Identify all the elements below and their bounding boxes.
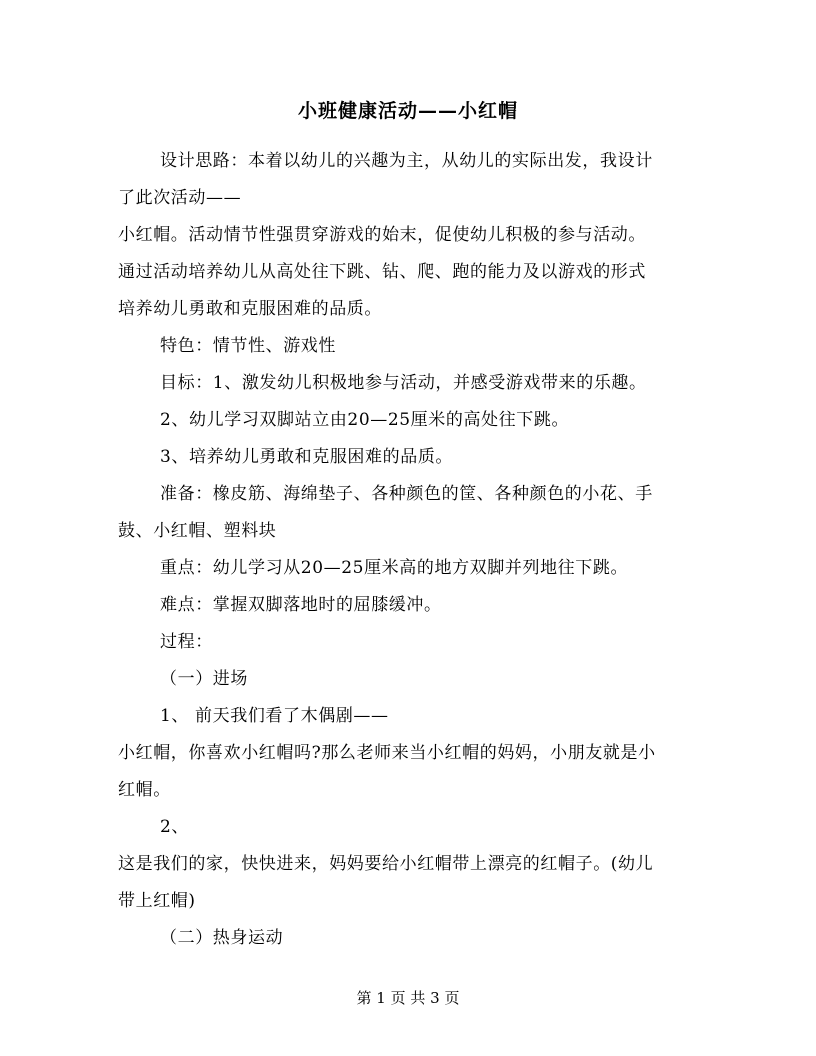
paragraph-line-18: 红帽。	[118, 780, 171, 800]
paragraph-line-3: 小红帽。活动情节性强贯穿游戏的始末，促使幼儿积极的参与活动。	[118, 225, 646, 245]
paragraph-line-4: 通过活动培养幼儿从高处往下跳、钻、爬、跑的能力及以游戏的形式	[118, 262, 646, 282]
page-number-footer: 第 1 页 共 3 页	[356, 989, 460, 1007]
paragraph-line-1: 设计思路：本着以幼儿的兴趣为主，从幼儿的实际出发，我设计	[160, 151, 653, 171]
paragraph-line-9: 3、培养幼儿勇敢和克服困难的品质。	[160, 447, 454, 467]
paragraph-line-8: 2、幼儿学习双脚站立由20—25厘米的高处往下跳。	[160, 410, 570, 430]
paragraph-line-7: 目标：1、激发幼儿积极地参与活动，并感受游戏带来的乐趣。	[160, 373, 647, 393]
paragraph-line-22: （二）热身运动	[160, 928, 284, 948]
paragraph-line-20: 这是我们的家，快快进来，妈妈要给小红帽带上漂亮的红帽子。(幼儿	[118, 854, 654, 874]
paragraph-line-16: 1、 前天我们看了木偶剧——	[160, 706, 389, 726]
paragraph-line-2: 了此次活动——	[118, 188, 242, 208]
paragraph-line-14: 过程：	[160, 632, 213, 652]
paragraph-line-19: 2、	[160, 817, 190, 837]
paragraph-line-21: 带上红帽)	[118, 891, 196, 911]
paragraph-line-10: 准备：橡皮筋、海绵垫子、各种颜色的筐、各种颜色的小花、手	[160, 484, 653, 504]
paragraph-line-5: 培养幼儿勇敢和克服困难的品质。	[118, 299, 382, 319]
paragraph-line-12: 重点：幼儿学习从20—25厘米高的地方双脚并列地往下跳。	[160, 558, 629, 578]
paragraph-line-17: 小红帽，你喜欢小红帽吗?那么老师来当小红帽的妈妈，小朋友就是小	[118, 743, 656, 763]
paragraph-line-15: （一）进场	[160, 669, 248, 689]
paragraph-line-13: 难点：掌握双脚落地时的屈膝缓冲。	[160, 595, 442, 615]
document-title: 小班健康活动——小红帽	[297, 100, 518, 122]
paragraph-line-11: 鼓、小红帽、塑料块	[118, 521, 277, 541]
paragraph-line-6: 特色：情节性、游戏性	[160, 336, 336, 356]
